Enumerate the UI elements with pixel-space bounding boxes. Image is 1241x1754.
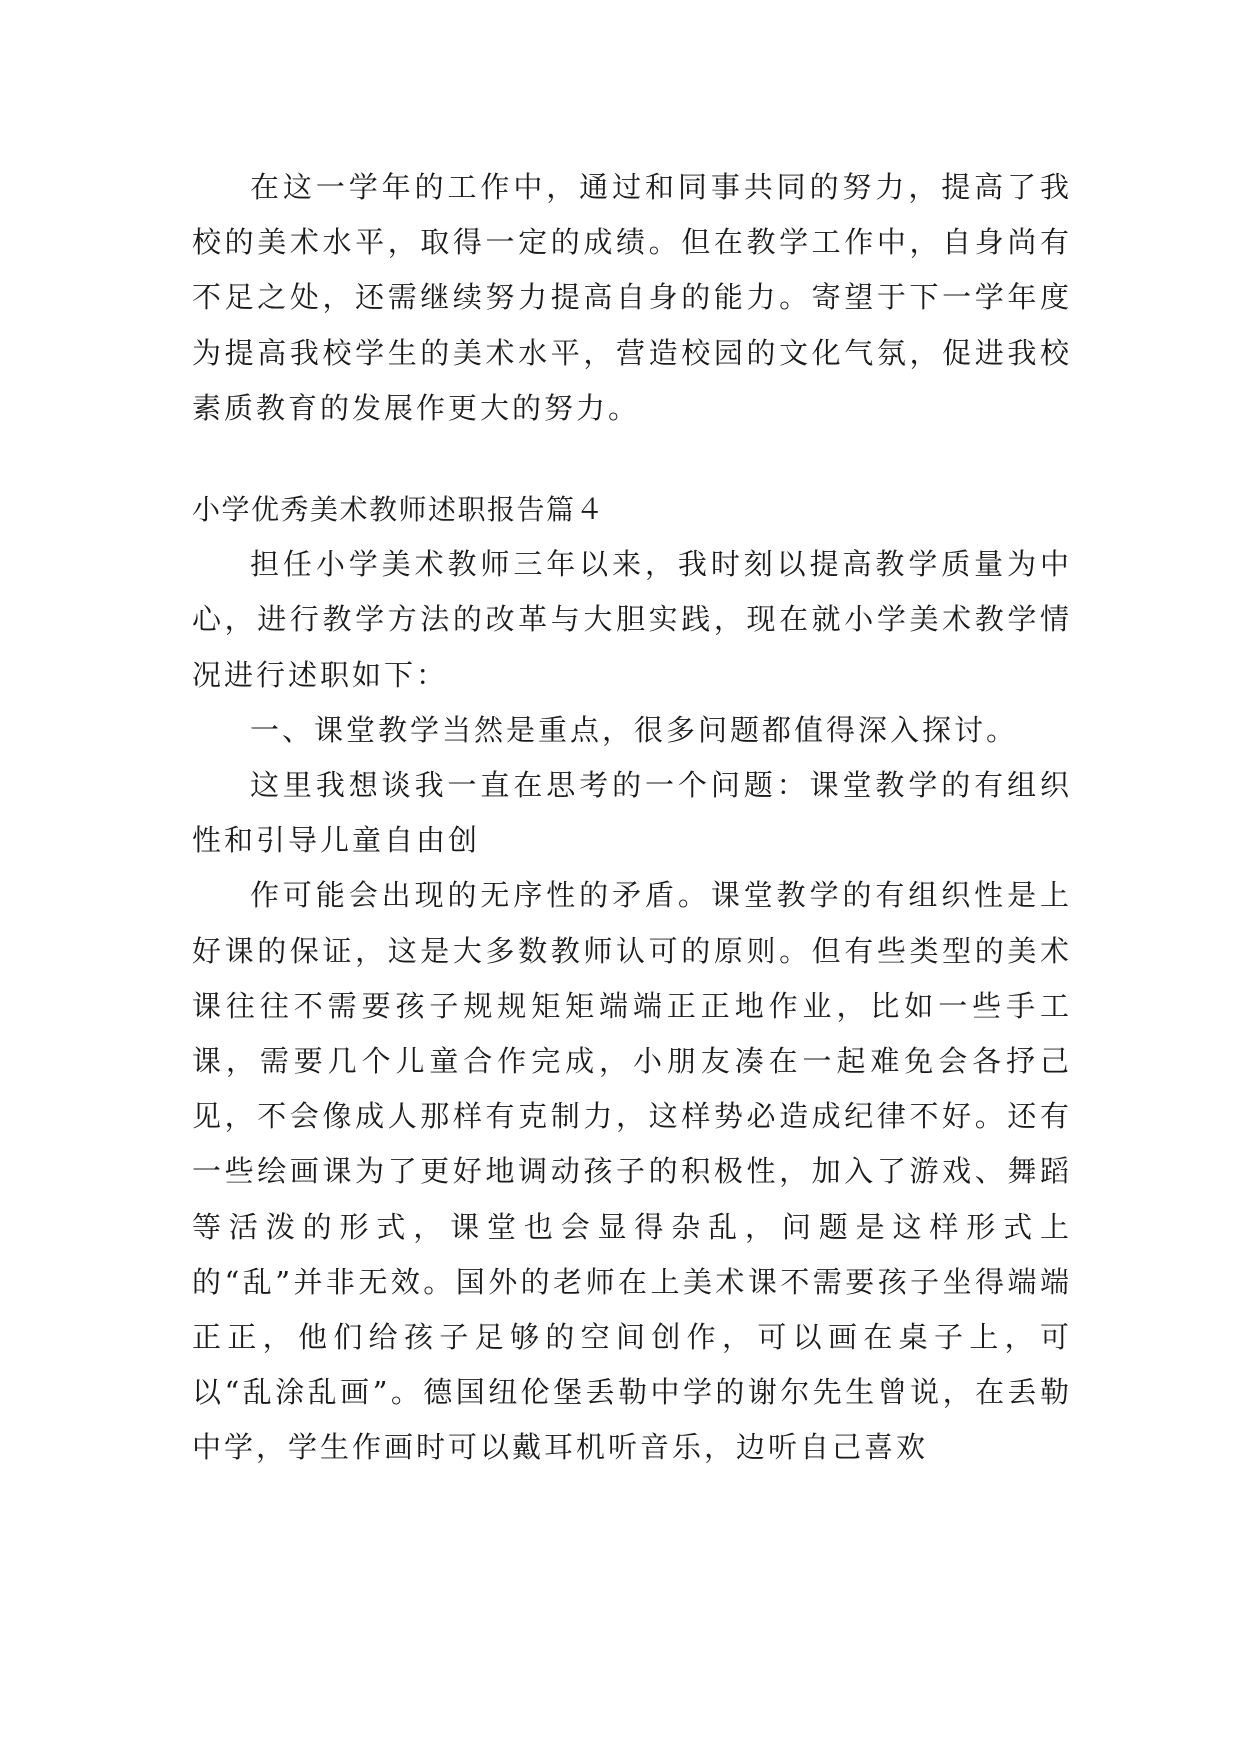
document-body — [192, 160, 1072, 1476]
section-spacer — [192, 436, 1072, 482]
paragraph-summary: 在这一学年的工作中，通过和同事共同的努力，提高了我校的美术水平，取得一定的成绩。但在教学工作中，自身尚有不足之处，还需继续努力提高自身的能力。寄望于下一学年度为提高我校学生的美术水平，营造校园的文化气氛，促进我校素质教育的发展作更大的努力。 — [192, 170, 1072, 425]
paragraph-point-one: 一、课堂教学当然是重点，很多问题都值得深入探讨。 — [250, 712, 1019, 747]
paragraph-discussion: 作可能会出现的无序性的矛盾。课堂教学的有组织性是上好课的保证，这是大多数教师认可的原则。但有些类型的美术课往往不需要孩子规规矩矩端端正正地作业，比如一些手工课，需要几个儿童合作完成，小朋友凑在一起难免会各抒己见，不会像成人那样有克制力，这样势必造成纪律不好。还有一些绘画课为了更好地调动孩子的积极性，加入了游戏、舞蹈等活泼的形式，课堂也会显得杂乱，问题是这样形式上的“乱”并非无效。国外的老师在上美术课不需要孩子坐得端端正正，他们给孩子足够的空间创作，可以画在桌子上，可以“乱涂乱画”。德国纽伦堡丢勒中学的谢尔先生曾说，在丢勒中学，学生作画时可以戴耳机听音乐，边听自己喜欢 — [192, 878, 1072, 1465]
paragraph-question: 这里我想谈我一直在思考的一个问题：课堂教学的有组织性和引导儿童自由创 — [192, 768, 1072, 858]
section-heading: 小学优秀美术教师述职报告篇４ — [192, 493, 606, 527]
paragraph-intro: 担任小学美术教师三年以来，我时刻以提高教学质量为中心，进行教学方法的改革与大胆实践，现在就小学美术教学情况进行述职如下： — [192, 547, 1072, 692]
